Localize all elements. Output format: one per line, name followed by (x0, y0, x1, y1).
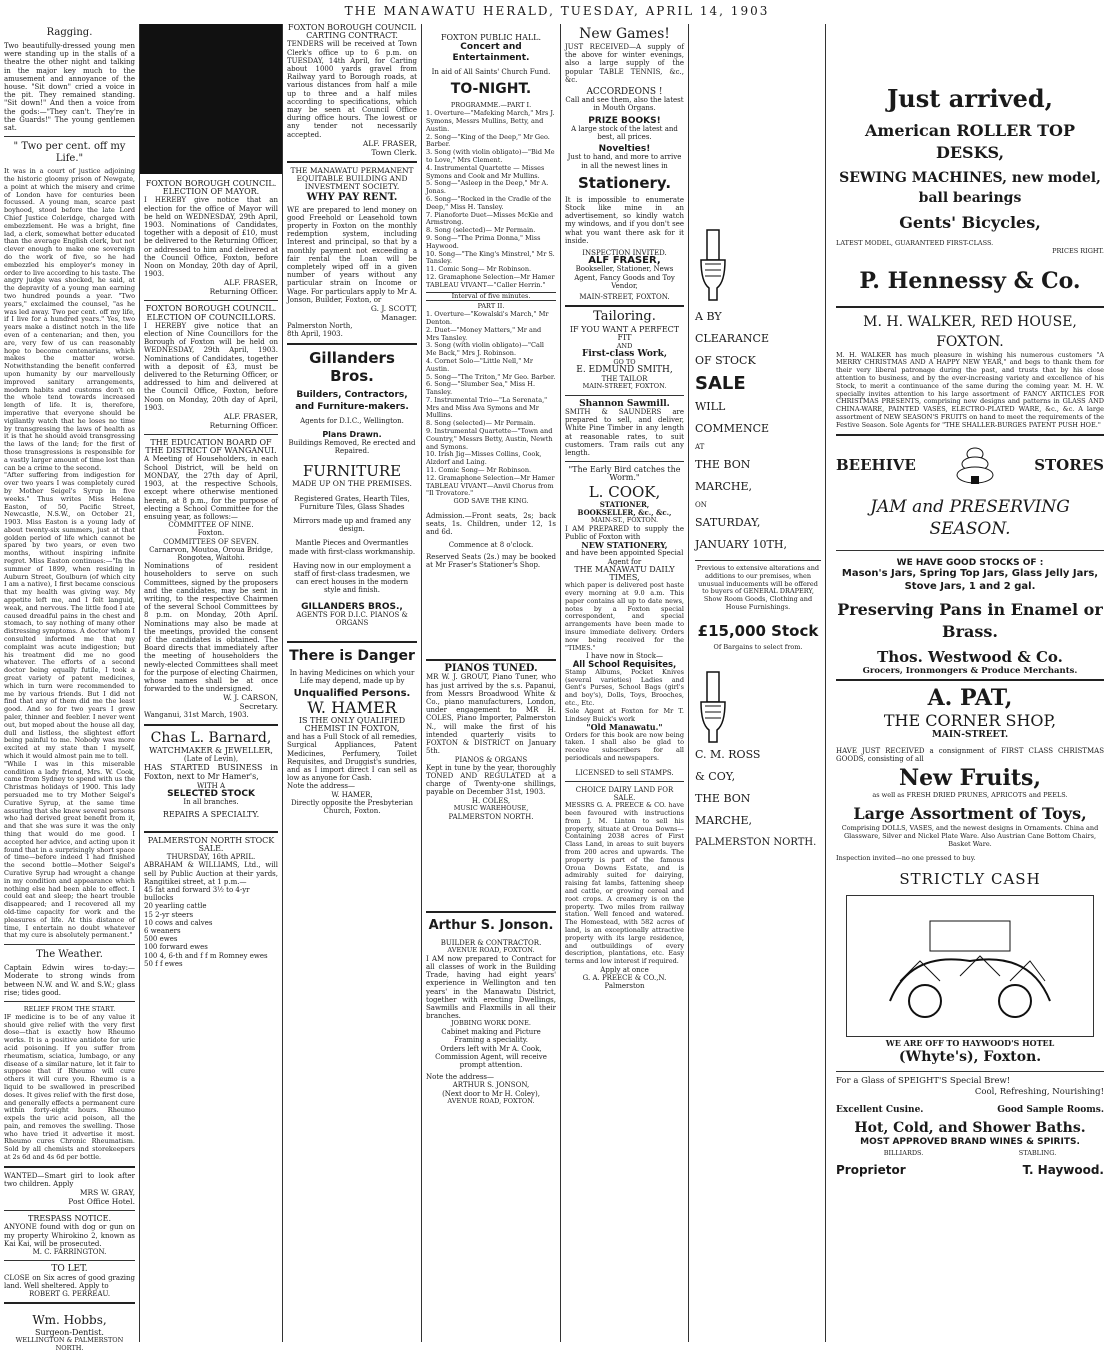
jonson-trade: BUILDER & CONTRACTOR. (440, 938, 542, 947)
jonson-signature: ARTHUR S. JONSON, (452, 1081, 530, 1090)
tolet-title: TO LET. (51, 1264, 88, 1275)
main-street: MAIN-STREET. (931, 729, 1009, 740)
bargains: Of Bargains to select from. (713, 642, 803, 651)
list-item: 6. Song—"Rocked in the Cradle of the Deep," Miss H. Tansley. (426, 194, 552, 211)
gillanders-agents-2: AGENTS FOR D.I.C. PIANOS & ORGANS (296, 610, 408, 627)
list-item: 7. Pianoforte Duet—Misses McKie and Armstrong. (426, 210, 554, 227)
jonson-address: AVENUE ROAD, FOXTON. (447, 945, 535, 954)
hall-tonight: TO-NIGHT. (450, 81, 532, 98)
danger-body: In having Medicines on which your Life may depend, made up by (289, 669, 415, 686)
tailoring: Tailoring. (593, 309, 656, 325)
carting-subtitle: CARTING CONTRACT. (306, 31, 398, 41)
furniture-title: FURNITURE (302, 462, 402, 481)
ross-line-1: C. M. ROSS (695, 747, 761, 761)
stationery-body: It is impossible to enumerate Stock like mine in an advertisement, so kindly watch my windows, and if you don't see what you want there ask for it inside. (565, 195, 684, 245)
ragging-body: Two beautifully-dressed young men were standing up in the stalls of a theatre the other night and talking in the major key much to the amusement and annoyance of the house. "Sit down" cried a voice in the pit. They remained standing. "Sit down!" And then a voice from the gods:—"They can't. They're in the Guards!" The young gentlemen sat. (4, 42, 135, 133)
hamer-body-2: and has a Full Stock of all remedies, Surgical Appliances, Patent Medicines, Perfumery, Toilet Requisites, and Druggist's sundries, and as I import direct I can sell as low as anyone for Cash. (287, 733, 417, 783)
hamer-body: IS THE ONLY QUALIFIED CHEMIST IN FOXTON, (298, 715, 406, 733)
gillanders-buildings: Buildings Removed, Re erected and Repaired. (288, 438, 416, 456)
column-2 (140, 24, 282, 1342)
tailoring-goto: GO TO (613, 357, 636, 366)
perm-signature: G. J. SCOTT, (370, 304, 417, 314)
cook-bookseller: BOOKSELLER, &c., &c., (577, 507, 672, 517)
ross-line-4: MARCHE, (695, 813, 753, 827)
list-item: 8. Song (selected)— Mr Permain. (426, 226, 536, 235)
perm-rent: WHY PAY RENT. (306, 192, 398, 204)
dairy-apply: Apply at once (600, 966, 649, 975)
jars: Mason's Jars, Spring Top Jars, Glass Jelly Jars, Stove Jars, 1 and 2 gal. (841, 567, 1099, 592)
jonson-name: Arthur S. Jonson. (428, 917, 554, 933)
carting-signature-role: Town Clerk. (371, 147, 417, 157)
perm-title: THE MANAWATU PERMANENT EQUITABLE BUILDING AND INVESTMENT SOCIETY. (290, 165, 414, 192)
baths: Hot, Cold, and Shower Baths. (854, 1119, 1086, 1136)
jonson-cabinet: Cabinet making and Picture Framing a speciality. (441, 1028, 541, 1045)
cook-stamps: LICENSED to sell STAMPS. (575, 768, 674, 777)
haywood: T. Haywood. (1022, 1162, 1104, 1177)
billiards-row (836, 1150, 1104, 1158)
god-save-the-king: GOD SAVE THE KING. (453, 497, 529, 506)
cook-new-stationery: NEW STATIONERY, (581, 540, 668, 551)
committee-nine: COMMITTEE OF NINE. (168, 521, 254, 530)
jonson-note: Note the address— (426, 1073, 495, 1082)
committee-nine-place: Foxton. (197, 529, 225, 538)
list-item: 8. Song (selected)— Mr Permain. (426, 419, 536, 428)
cook-book: "Old Manawatu." (586, 722, 663, 733)
gillanders-plans: Plans Drawn. (322, 429, 382, 439)
column-1 (0, 24, 139, 1353)
list-item: 11. Comic Song— Mr Robinson. (426, 265, 532, 274)
fraser-name: ALF FRASER, (588, 255, 661, 267)
mayor-body: I HEREBY give notice that an election for the office of Mayor will be held on WEDNESDAY, 29th April, 1903. Nominations of Candidates, together with a deposit of £10, must be delivered to the Returning Officer, or addressed to him and delivered at the Council Office, Foxton, before Noon on Monday, 20th day of April, 1903. (144, 196, 278, 279)
clearance-line-3: OF STOCK (695, 354, 756, 367)
hall-aid: In aid of All Saints' Church Fund. (431, 68, 551, 77)
stationery: Stationery. (577, 173, 672, 192)
early-bird: "The Early Bird catches the Worm." (568, 465, 681, 483)
carting-body: TENDERS will be received at Town Clerk's office up to 6 p.m. on TUESDAY, 14th April, for Carting about 1000 yards gravel from Railway yard to Borough roads, at various distances from half a mile up to three and a half miles according to specifications, which may be seen at Council Office during office hours. The lowest or any tender not necessarily accepted. (287, 40, 417, 139)
tailoring-work: First-class Work, (582, 349, 667, 360)
ross-line-5: PALMERSTON NORTH. (695, 836, 817, 848)
hamer-name: W. HAMER (307, 697, 397, 717)
programme-1-list (426, 110, 556, 289)
list-item: 9. Song—"The Prima Donna," Miss Haywood. (426, 233, 541, 250)
list-item: 11. Comic Song— Mr Robinson. (426, 466, 532, 475)
list-item: 4. Instrumental Quartette — Misses Symons and Cook and Mr Mullins. (426, 163, 545, 180)
carting-signature: ALF. FRASER, (362, 138, 417, 148)
new-fruits: New Fruits, (898, 764, 1042, 791)
toys: Large Assortment of Toys, (853, 804, 1087, 824)
accordeons-body: Call and see them, also the latest in Mouth Organs. (565, 96, 684, 113)
cook-body-4: Stamp Albums, Pocket Knives (several varieties) Ladies and Gent's Purses, School Bags (girl's and boy's), Dolls, Toys, Brooches, etc., Etc. (565, 667, 684, 707)
column-4 (422, 24, 560, 1342)
jonson-orders: Orders left with Mr A. Cook, Commission Agent, will receive prompt attention. (435, 1044, 547, 1069)
dairy-signature-2: Palmerston (604, 982, 645, 991)
ross-line-3: THE BON (695, 791, 751, 805)
list-item: 50 f f ewes (144, 959, 183, 968)
councillors-title: FOXTON BOROUGH COUNCIL. (145, 304, 277, 314)
education-title: THE EDUCATION BOARD OF THE DISTRICT OF WANGANUI. (145, 438, 277, 456)
list-item: 10. Irish Jig—Misses Collins, Cook, Alzdorf and Laing. (426, 450, 542, 467)
carting-title: FOXTON BOROUGH COUNCIL (288, 23, 416, 32)
furniture-body-4: Having now in our employment a staff of first-class tradesmen, we can erect houses in the modern style and finish. (292, 561, 412, 595)
life-body-2: "After suffering from indigestion for over two years I was completely cured by Mother Seigel's Syrup in five weeks." Thus writes Miss Helena Easton, of 50, Pacific Street, Newcastle, N.S.W., on October 21, 1903. Miss Easton is a young lady of about twenty-six summers, just at that golden period of life which cannot be spared by two years, or even two months, without inspiring infinite regret. Miss Easton continues:—"In the summer of 1899, when residing in Auburn Street, Goulburn (of which city I am a native), I first became conscious that my health was giving way. My appetite left me, and I felt languid, weak, and nervous. The little food I ate caused dreadful pains in the chest and stomach, to say nothing of many other distressing symptoms. A doctor whom I consulted informed me that my complaint was acute indigestion; but his treatment did me no good whatever. The efforts of a second doctor being equally futile, I took a great variety of patent medicines, which in turn were recommended to me by various friends. But I did not find that any of them did me the least good. And so for two years I grew paler, thinner and feebler. I never went out, but moped about the house all day, dull and listless, the slightest effort being painful to me. Nobody was more excited at my state than I myself, which it would almost pain me to tell. (4, 471, 135, 760)
list-item: 500 ewes (144, 935, 178, 944)
column-3 (283, 24, 421, 1342)
list-item: 20 yearling cattle (144, 902, 207, 911)
hall-title: FOXTON PUBLIC HALL. (440, 33, 542, 42)
jonson-address-2: AVENUE ROAD, FOXTON. (447, 1096, 535, 1105)
inspection-invited: INSPECTION INVITED. (582, 249, 667, 258)
good-stocks: WE HAVE GOOD STOCKS OF : (896, 557, 1044, 568)
furniture-body-3: Mantle Pieces and Overmantles made with first-class workmanship. (288, 539, 416, 556)
previous-alterations: Previous to extensive alterations and additions to our premises, when unusual inducements will be offered to buyers of GENERAL DRAPERY, Show Room Goods, Clothing and House Furnishings. (696, 564, 820, 611)
strictly-cash: STRICTLY CASH (899, 869, 1041, 888)
danger-unqualified: Unqualified Persons. (293, 687, 411, 699)
hotel-cartoon-illustration (846, 895, 1094, 1037)
education-body-2: Nominations of resident householders to serve on such Committees, signed by the proposers and the candidates, may be sent in writing, to the respective Chairmen of the several School Committees by 8 p.m. on Monday, 20th April. Nominations may also be made at the meetings, provided the consent of the candidates is obtained. The Board directs that immediately after the meeting of householders the newly-elected Committees shall meet for the purpose of electing Chairmen, whose names shall be at once forwarded to the undersigned. (144, 562, 278, 694)
list-item: 9. Instrumental Quartette—"Town and Country," Messrs Betty, Austin, Newth and Symons. (426, 427, 553, 451)
cook-paper: THE MANAWATU DAILY TIMES, (574, 564, 675, 582)
interval: Interval of five minutes. (426, 292, 556, 302)
sample-rooms: Good Sample Rooms. (997, 1104, 1104, 1115)
list-item: 7. Instrumental Trio—"La Serenata," Mrs and Miss Ava Symons and Mr Mullins. (426, 395, 548, 420)
list-item: 100 forward ewes (144, 943, 208, 952)
councillors-signature: ALF. FRASER, (223, 412, 278, 422)
mayor-subtitle: ELECTION OF MAYOR. (162, 187, 260, 197)
sawmill-body: SMITH & SAUNDERS are prepared to sell, and deliver, White Pine Timber in any length at reasonable rates, to suit customers. Tram rails cut any length. (565, 407, 684, 457)
hotel-name: (Whyte's), Foxton. (898, 1048, 1042, 1065)
clearance-line-5: COMMENCE (695, 422, 770, 435)
column-5 (561, 24, 688, 1342)
hall-concert: Concert and Entertainment. (452, 42, 530, 64)
cook-body-5: Orders for this book are now being taken. I shall also be glad to receive subscribers for all periodicals and newspapers. (565, 730, 684, 762)
pianos-signature-3: PALMERSTON NORTH. (448, 812, 534, 821)
gillanders-agents: Agents for D.I.C., Wellington. (300, 416, 404, 425)
sawmill-title: Shannon Sawmill. (579, 398, 670, 409)
relief-title: RELIEF FROM THE START. (23, 1004, 116, 1013)
inspection-invited: Inspection invited—no one pressed to buy. (836, 853, 976, 862)
prices-right: PRICES RIGHT. (1052, 246, 1104, 255)
latest-model: LATEST MODEL, GUARANTEED FIRST-CLASS. (836, 239, 994, 247)
committee-seven: COMMITTEES OF SEVEN. (163, 537, 259, 546)
corner-shop: THE CORNER SHOP, (883, 710, 1057, 730)
fruits-sub: as well as FRESH DRIED PRUNES, APRICOTS and PEELS. (872, 790, 1068, 799)
wanted-body: WANTED—Smart girl to look after two children. Apply (4, 1171, 135, 1189)
jam-season: JAM and PRESERVING SEASON. (870, 496, 1070, 539)
clearance-line-6: AT (695, 443, 705, 451)
dairy-signature: G. A. PREECE & CO.,N. (582, 974, 667, 983)
councillors-body: I HEREBY give notice that an election of Nine Councillors for the Borough of Foxton will be held on WEDNESDAY, 29th April, 1903. Nominations of Candidates, together with a deposit of £3, must be delivered to the Returning Officer, or addressed to him and delivered at the Council Office, Foxton, before Noon on Monday, 20th day of April, 1903. (144, 321, 278, 412)
beehive-right: STORES (1034, 456, 1104, 475)
stock-amount: £15,000 Stock (697, 621, 819, 640)
perm-body: WE are prepared to lend money on good Freehold or Leasehold town property in Foxton on the monthly redemption system, including Interest and principal, so that by a monthly payment not exceeding a fair rental the Loan will be completely wiped off in a given number of years without any particular strain on Income or Wage. For particulars apply to Mr A. Jonson, Builder, Foxton, or (287, 205, 417, 304)
cook-name: L. COOK, (588, 482, 661, 501)
list-item: 1. Overture—"Kowalski's March," Mr Denton. (426, 310, 549, 326)
stock-sale-date: THURSDAY, 16th APRIL. (166, 853, 256, 862)
blank-black-block (140, 24, 282, 174)
list-item: 1. Overture—"Mafeking March," Mrs J. Symons, Messrs Mullins, Betty, and Austin. (426, 109, 555, 133)
barnard-branches: In all branches. (183, 798, 239, 807)
list-item: 10. Song—"The King's Minstrel," Mr S. Tansley. (426, 249, 555, 266)
danger-title: There is Danger (289, 648, 415, 665)
pointing-hand-icon (695, 672, 731, 744)
list-item: 100 4, 6-th and f f m Romney ewes (144, 951, 268, 960)
wanted-signature-2: Post Office Hotel. (68, 1197, 135, 1207)
list-item: 5. Song—"The Triton," Mr Geo. Barber. (426, 372, 556, 381)
preserving-pans: Preserving Pans in Enamel or Brass. (837, 599, 1103, 641)
pianos-body-2: Kept in tune by the year, thoroughly TONED AND REGULATED at a charge of Twenty-one shillings, payable on December 31st, 1903. (426, 763, 556, 797)
jonson-body: I AM now prepared to Contract for all classes of work in the Building Trade, having had eight years' experience in Wellington and ten years' in the Manawatu District, together with erecting Dwellings, Sawmills and Flaxmills in all their branches. (426, 954, 556, 1021)
dairy-title: CHOICE DAIRY LAND FOR SALE. (575, 785, 674, 803)
list-item: 10 cows and calves (144, 918, 213, 927)
jonson-jobbing: JOBBING WORK DONE. (451, 1019, 531, 1028)
cool-refreshing: Cool, Refreshing, Nourishing! (974, 1086, 1104, 1097)
furniture-body-1: Registered Grates, Hearth Tiles, Furniture Tiles, Glass Shades (294, 494, 410, 511)
speights-glass: For a Glass of SPEIGHT'S Special Brew! (836, 1075, 1011, 1086)
hobbs-place: WELLINGTON & PALMERSTON NORTH. (15, 1336, 124, 1353)
masthead: THE MANAWATU HERALD, TUESDAY, APRIL 14, 1903 (344, 4, 770, 18)
list-item: 15 2-yr steers (144, 910, 194, 919)
cook-stationer: STATIONER, (599, 499, 650, 509)
barnard-trade: WATCHMAKER & JEWELLER, (149, 745, 273, 755)
list-item: 5. Song—"Asleep in the Deep," Mr A. Jonas. (426, 179, 549, 196)
prize-books-body: A large stock of the latest and best, all prices. (571, 124, 678, 142)
barnard-body: HAS STARTED BUSINESS in Foxton, next to Mr Hamer's, (144, 762, 278, 782)
american-desks: American ROLLER TOP DESKS, (864, 121, 1075, 162)
cook-body-2: and have been appointed Special Agent for (565, 549, 684, 566)
list-item: 12. Gramaphone Selection—Mr Hamer (426, 473, 555, 482)
barnard-from: (Late of Levin), (183, 754, 239, 763)
novelties: Novelties! (598, 144, 651, 155)
sale-heading: SALE (695, 373, 746, 394)
perm-date: 8th April, 1903. (287, 330, 343, 339)
grocers: Grocers, Ironmongers & Produce Merchants. (862, 665, 1078, 676)
life-title: " Two per cent. off my Life." (13, 141, 126, 165)
pat-body: HAVE JUST RECEIVED a consignment of FIRST CLASS CHRISTMAS GOODS, consisting of all (836, 747, 1104, 764)
stabling: STABLING. (1018, 1149, 1057, 1158)
list-item: TABLEAU VIVANT—Anvil Chorus from "Il Trovatore." (426, 481, 554, 498)
reserved-seats: Reserved Seats (2s.) may be booked at Mr Fraser's Stationer's Shop. (426, 552, 556, 570)
education-signature: W. J. CARSON, (223, 693, 278, 703)
barnard-stock: SELECTED STOCK (167, 789, 255, 800)
councillors-signature-role: Returning Officer. (209, 421, 278, 431)
ross-line-2: & COY, (695, 769, 736, 783)
gillanders-name-2: GILLANDERS BROS., (301, 601, 403, 612)
life-body: It was in a court of justice adjoining the historic gloomy prison of Newgate, a point at which the misery and crime of London have for centuries been focussed. A young man, scarce past boyhood, stood before the late Lord Chief Justice Coleridge, charged with embezzlement. He was a bright, fine lad, a clerk, somewhat better educated than the average English clerk, but not clever enough to make one sovereign do the work of five, so he had embezzled his employer's money in order to live according to his taste. The angry judge was shocked, he said, at the depravity of a young man earning two hundred pounds a year. "Two years," exclaimed the counsel, "as he was led away. Two per cent. off my life, if I live for a hundred years." Yes, two years make a distinct notch in the life even of a centenarian; and then, you are, very few of us can reasonably hope to become centenarians, which makes the matter worse. Notwithstanding the benefit conferred upon humanity by our marvellously improved sanitary arrangements, modern habits and customs don't on the whole tend towards increased length of life. It is, therefore, imperative that everyone should be vigilantly watch that he loses no time by transgressing the laws of health as it is that he should avoid transgressing the laws of the land; for the first of those transgressions is responsible for a vastly larger amount of time lost than can be a crime to the second. (4, 167, 135, 472)
barnard-repairs: REPAIRS A SPECIALTY. (162, 809, 260, 819)
tolet-signature: ROBERT G. PERREAU. (28, 1289, 111, 1298)
programme-1-title: PROGRAMME.—PART I. (450, 101, 532, 110)
trespass-body: ANYONE found with dog or gun on my property Whirokino 2, known as Kai Kai, will be prosecuted. (4, 1223, 135, 1248)
clearance-line-7: THE BON (695, 458, 751, 471)
clearance-line-11: JANUARY 10TH, (695, 538, 787, 551)
weather-title: The Weather. (36, 949, 103, 961)
hobbs-name: Wm. Hobbs, (32, 1313, 107, 1328)
relief-body: IF medicine is to be of any value it should give relief with the very first dose—that is exactly how Rheumo works. It is a positive antidote for uric acid poisoning. If you suffer from rheumatism, sciatica, lumbago, or any disease of a similar nature, let it fair to suppose that if Rheumo will cure others it will cure you. Rheumo is a liquid to be swallowed in prescribed doses. It gives relief with the first dose, and generally effects a permanent cure within forty-eight hours. Rheumo expels the uric acid poison, all the pain, and removes the swelling. Those who have tried it advertise it most. Rheumo cures Chronic Rheumatism. Sold by all chemists and storekeepers at 2s 6d and 4s 6d per bottle. (4, 1012, 135, 1162)
hotel-features-row (836, 1106, 1104, 1114)
list-item: 3. Song (with violin obligato)—"Call Me Back," Mrs J. Robinson. (426, 341, 544, 358)
hennessy-name: P. Hennessy & Co. (859, 267, 1081, 294)
cook-agent: Sole Agent at Foxton for Mr T. Lindsey Buick's work (565, 706, 684, 723)
walker-title: M. H. WALKER, RED HOUSE, FOXTON. (863, 313, 1077, 350)
hamer-address: Directly opposite the Presbyterian Church, Foxton. (290, 798, 414, 815)
hamer-note: Note the address— (287, 782, 356, 791)
approved-brand: MOST APPROVED BRAND WINES & SPIRITS. (860, 1136, 1080, 1147)
wanted-signature: MRS W. GRAY, (79, 1188, 135, 1198)
furniture-subtitle: MADE UP ON THE PREMISES. (292, 479, 412, 489)
cuisine: Excellent Cusine. (836, 1104, 924, 1115)
column-6 (689, 24, 825, 1342)
mayor-title: FOXTON BOROUGH COUNCIL. (145, 179, 277, 188)
programme-2-list (426, 311, 556, 498)
toys-body: Comprising DOLLS, VASES, and the newest designs in Ornaments. China and Glassware, Silver and Nickel Plate Ware. Also Austrian Cane Bottom Chairs, Basket Ware. (841, 824, 1099, 848)
committee-seven-places: Carnarvon, Moutoa, Oroua Bridge, Rongotea, Waitohi. (149, 545, 273, 562)
pianos-signature: H. COLES, (471, 796, 511, 805)
weather-body: Captain Edwin wires to-day:—Moderate to strong winds from between N.W. and W. and S.W.; glass rise; tides good. (4, 964, 135, 997)
mayor-signature-role: Returning Officer. (209, 287, 278, 297)
commence: Commence at 8 o'clock. (448, 540, 534, 549)
prize-books: PRIZE BOOKS! (588, 115, 661, 126)
tolet-body: CLOSE on Six acres of good grazing land. Well sheltered. Apply to (4, 1273, 135, 1290)
pat-name: A. PAT, (927, 684, 1013, 711)
fraser-address: MAIN-STREET, FOXTON. (579, 293, 670, 302)
clearance-line-9: ON (695, 501, 707, 509)
education-signature-role: Secretary. (239, 702, 278, 712)
tailoring-and: AND (616, 341, 633, 350)
cook-body: I AM PREPARED to supply the Public of Foxton with (565, 524, 684, 541)
gents-bicycles: Gents' Bicycles, (899, 213, 1041, 232)
mayor-signature: ALF. FRASER, (223, 278, 278, 288)
furniture-body-2: Mirrors made up and framed any design. (293, 516, 411, 534)
beehive-header (836, 446, 1104, 486)
trespass-signature: M. C. FARRINGTON. (32, 1248, 107, 1257)
pianos-organs: PIANOS & ORGANS (454, 755, 528, 764)
proprietor-row (836, 1162, 1104, 1177)
novelties-body: Just to hand, and more to arrive in all the newest lines in (567, 153, 682, 170)
dairy-body: MESSRS G. A. PREECE & CO. have been favoured with instructions from J. M. Linton to sell his property, situate at Oroua Downs— Containing 2038 acres of First Class Land, in areas to suit buyers from 200 acres and upwards. The property is part of the famous Oroua Downs Estate, and is admirably suited for dairying, raising fat lambs, fattening sheep and cattle, or growing cereal and root crops. A creamery is on the property. Two miles from railway station. Well fenced and watered. The Homestead, with 582 acres of land, is an exceptionally attractive property with its large residence, and outbuildings of every description, plantations, etc. Easy terms and low interest if required. (565, 801, 684, 966)
westwood-name: Thos. Westwood & Co. (877, 647, 1063, 666)
smith-role: THE TAILOR (601, 374, 648, 383)
list-item: 12. Gramaphone Selection—Mr Hamer (426, 272, 555, 281)
ragging-title: Ragging. (46, 27, 93, 38)
hobbs-role: Surgeon-Dentist. (35, 1328, 104, 1338)
list-item: 6 weaners (144, 927, 181, 936)
clearance-line-1: A BY (695, 310, 722, 323)
education-date: Wanganui, 31st March, 1903. (144, 711, 249, 720)
list-item: 45 fat and forward 3½ to 4-yr bullocks (144, 886, 250, 903)
list-item: 2. Song—"King of the Deep," Mr Geo. Barber. (426, 132, 550, 149)
hamer-signature: W. HAMER, (331, 790, 373, 799)
beehive-icon (950, 446, 1000, 486)
pianos-body: MR W. J. GROUT, Piano Tuner, who has just arrived by the s.s. Papanui, from Messrs Broadwood White & Co., piano manufacturers, London, under engagement to MR H. COLES, Piano Importer, Palmerston N., will make the first of his intended quarterly visits to FOXTON & DISTRICT on January 5th. (426, 673, 556, 756)
admission: Admission.—Front seats, 2s; back seats, 1s. Children, under 12, 1s and 6d. (426, 512, 556, 537)
beehive-left: BEEHIVE (836, 456, 916, 475)
list-item: 2. Duet—"Money Matters," Mr and Mrs Tansley. (426, 325, 542, 342)
perm-place: Palmerston North, (287, 322, 353, 331)
proprietor: Proprietor (836, 1162, 906, 1177)
education-body: A Meeting of Householders, in each School District, will be held on MONDAY, the 27th day of April, 1903, at the respective Schools, except where otherwise mentioned herein, at 8 p.m., for the purpose of electing a School Committee for the ensuing year, as follows:— (144, 455, 278, 521)
cartoon-caption: WE ARE OFF TO HAYWOOD'S HOTEL (885, 1037, 1055, 1048)
accordeons: ACCORDEONS ! (586, 87, 663, 98)
clearance-line-10: SATURDAY, (695, 516, 761, 529)
list-item: TABLEAU VIVANT—"Caller Herrin." (426, 280, 546, 289)
cook-body-3: which paper is delivered post haste every morning at 9.0 a.m. This paper contains all up to date news, notes by a Foxton special correspondent, and special arrangements have been made to insure immediate delivery. Orders now being received for the "TIMES." (565, 581, 684, 652)
games-body: JUST RECEIVED—A supply of the above for winter evenings, also a large supply of the popular TABLE TENNIS, &c., &c. (565, 43, 684, 84)
perm-signature-role: Manager. (381, 313, 417, 323)
fraser-trade: Bookseller, Stationer, News Agent, Fancy Goods and Toy Vendor, (574, 265, 675, 290)
smith-name: E. EDMUND SMITH, (576, 365, 673, 376)
clearance-line-8: MARCHE, (695, 480, 753, 493)
tailoring-body: IF YOU WANT A PERFECT FIT (569, 325, 680, 343)
pianos-title: PIANOS TUNED. (444, 663, 538, 675)
cook-school: All School Requisites, (572, 659, 677, 670)
sewing-machines: SEWING MACHINES, new model, ball bearings (839, 170, 1101, 206)
gillanders-name: Gillanders Bros. (309, 348, 395, 385)
cook-address: MAIN-ST., FOXTON. (590, 515, 659, 524)
jonson-next-door: (Next door to Mr H. Coley), (442, 1089, 540, 1098)
smith-address: MAIN-STREET, FOXTON. (582, 381, 667, 390)
stock-sale-title: PALMERSTON NORTH STOCK SALE. (147, 835, 275, 853)
column-7 (826, 24, 1114, 1342)
carriage-illustration (870, 901, 1070, 1031)
cook-stock: I have now in Stock— (586, 652, 663, 661)
stock-sale-list (144, 886, 278, 968)
billiards: BILLIARDS. (883, 1149, 924, 1158)
gillanders-trade: Builders, Contractors, and Furniture-makers. (295, 389, 409, 412)
councillors-subtitle: ELECTION OF COUNCILLORS. (146, 312, 276, 322)
programme-2-title: PART II. (477, 302, 505, 311)
pointing-hand-icon (695, 230, 731, 302)
clearance-line-2: CLEARANCE (695, 332, 769, 345)
pianos-signature-2: MUSIC WAREHOUSE, (453, 803, 529, 812)
clearance-line-4: WILL (695, 400, 726, 413)
walker-body: M. H. WALKER has much pleasure in wishing his numerous customers "A MERRY CHRISTMAS AND A HAPPY NEW YEAR," and begs to thank them for their very liberal patronage during the past, and trusts that by his close attention to business, and by the ever-increasing variety and excellence of his Stock, to merit a continuance of the same during the coming year. M. H. W. specially invites attention to his large assortment of FANCY ARTICLES FOR CHRISTMAS PRESENTS, comprising new designs and patterns in GLASS AND CHINA-WARE, PAINTED VASES, ELECTRO-PLATED WARE, &c., &c. A large assortment of NEW SEASON'S FRUITS on hand to meet the requirements of the Festive Season. Sole Agents for "THE SHALLER-BURGES PATENT PUSH HOE." (836, 350, 1104, 429)
list-item: 6. Song—"Slumber Sea," Miss H. Tansley. (426, 380, 536, 397)
stock-sale-body: ABRAHAM & WILLIAMS, Ltd., will sell by Public Auction at their yards, Rangitikei street, at 1 p.m.— (144, 861, 278, 886)
list-item: 4. Cornet Solo—"Little Nell," Mr Austin. (426, 356, 534, 373)
games-title: New Games! (579, 26, 670, 42)
barnard-with: WITH A (196, 781, 225, 790)
barnard-name: Chas L. Barnard, (150, 729, 272, 746)
list-item: 3. Song (with violin obligato)—"Bid Me to Love," Mrs Clement. (426, 148, 555, 164)
just-arrived: Just arrived, (886, 84, 1054, 113)
trespass-title: TRESPASS NOTICE. (27, 1214, 112, 1224)
life-body-3: "While I was in this miserable condition a lady friend, Mrs. W. Cook, came from Sydney to spend with us the Christmas holidays of 1900. This lady persuaded me to try Mother Seigel's Curative Syrup, at the same time assuring that she knew several persons who had derived great benefit from it, and that she was sure it was the only thing that would do me good. I accepted her advice, and acting upon it found that in a surprisingly short space of time—before indeed I had finished the second bottle—Mother Seigel's Curative Syrup had wrought a change in my condition and appearance which nothing else had been able to effect. I could eat and sleep; the heart trouble disappeared; and I recovered all my old-time capacity for work and the pleasures of life. At this distance of time, I entertain no doubt whatever that my cure is absolutely permanent." (4, 759, 135, 940)
